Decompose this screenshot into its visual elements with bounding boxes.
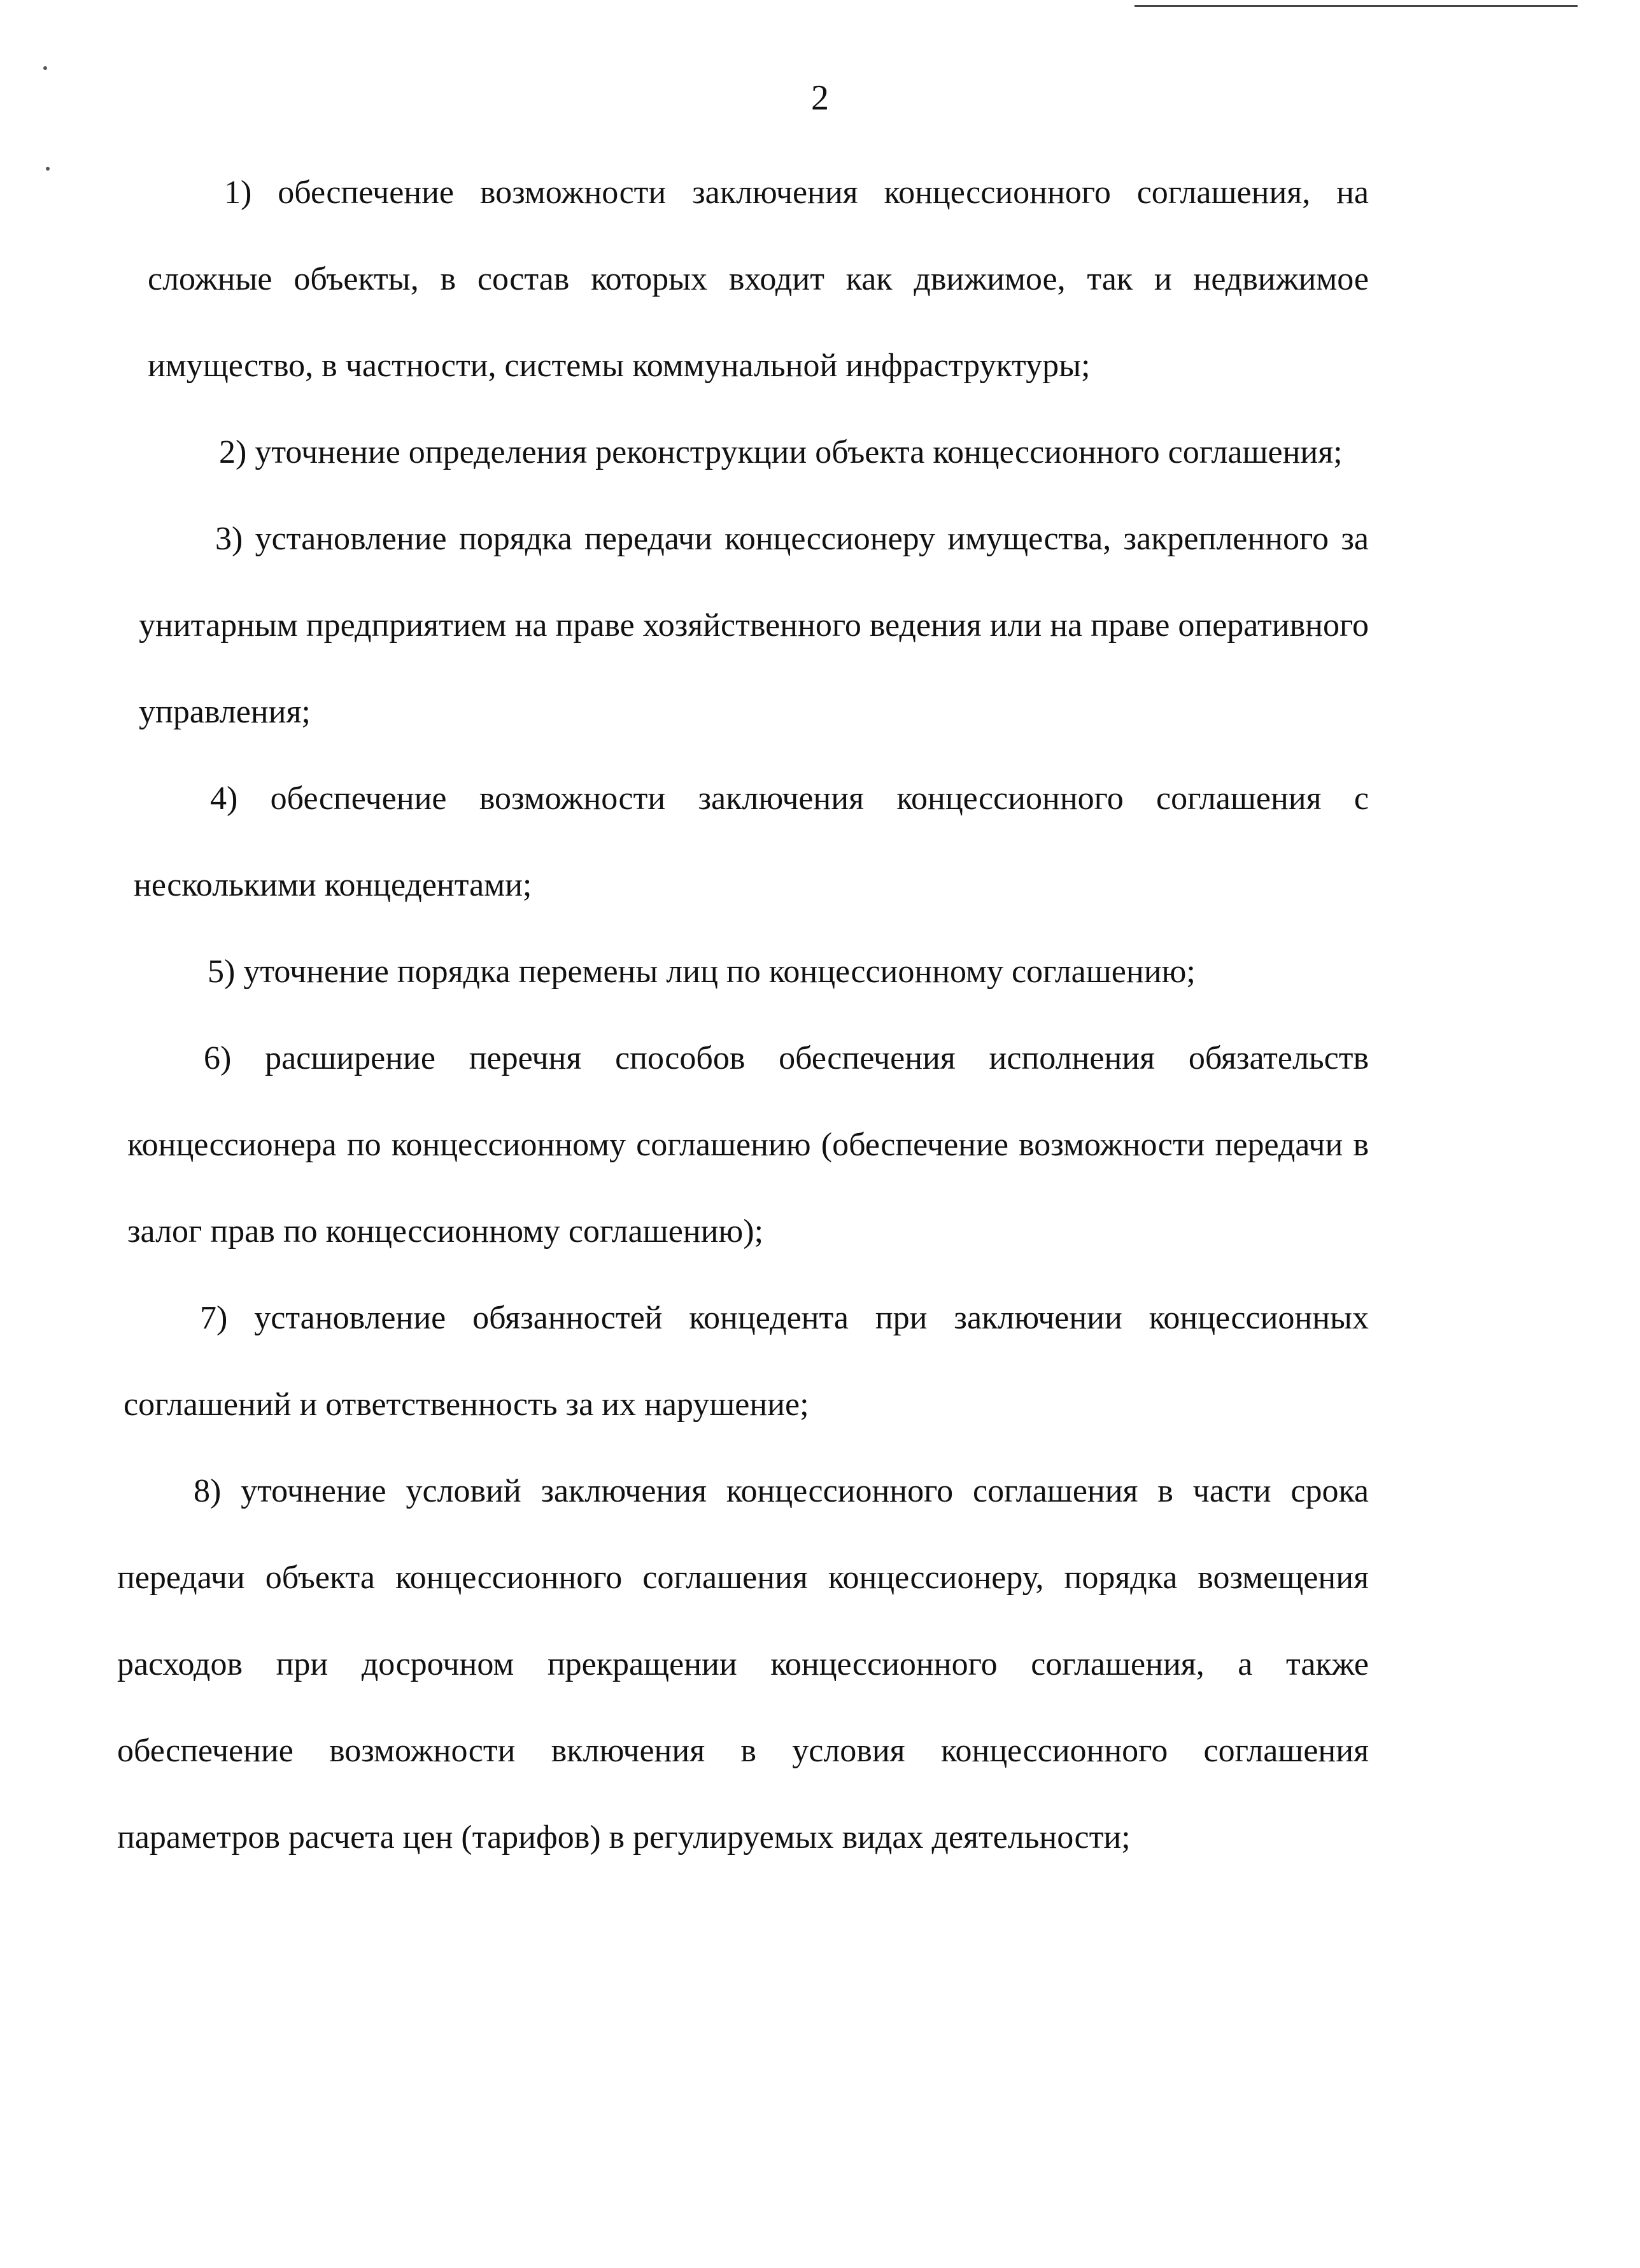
list-item-1: 1) обеспечение возможности заключения концессионного соглашения, на сложные объекты, в состав которых входит как движимое, так и недвижимое имущество, в частности, системы коммунальной инфраструктуры; <box>148 174 1369 384</box>
body-text <box>0 150 1369 1881</box>
page-number: 2 <box>811 78 829 118</box>
list-item-2: 2) уточнение определения реконструкции объекта концессионного соглашения; <box>219 434 1343 470</box>
list-item-4: 4) обеспечение возможности заключения концессионного соглашения с несколькими концедентами; <box>134 780 1369 903</box>
top-edge-rule <box>1135 5 1578 7</box>
list-item-8: 8) уточнение условий заключения концессионного соглашения в части срока передачи объекта концессионного соглашения концессионеру, порядка возмещения расходов при досрочном прекращении концессионного соглашения, а также обеспечение возможности включения в условия концессионного соглашения параметров расчета цен (тарифов) в регулируемых видах деятельности; <box>117 1473 1369 1856</box>
scan-speck <box>43 66 47 70</box>
list-item-6: 6) расширение перечня способов обеспечения исполнения обязательств концессионера по концессионному соглашению (обеспечение возможности передачи в залог прав по концессионному соглашению); <box>127 1040 1369 1250</box>
list-item-3: 3) установление порядка передачи концессионеру имущества, закрепленного за унитарным предприятием на праве хозяйственного ведения или на праве оперативного управления; <box>139 521 1369 730</box>
list-item-5: 5) уточнение порядка перемены лиц по концессионному соглашению; <box>208 954 1196 990</box>
list-item-7: 7) установление обязанностей концедента при заключении концессионных соглашений и ответственность за их нарушение; <box>124 1300 1369 1423</box>
